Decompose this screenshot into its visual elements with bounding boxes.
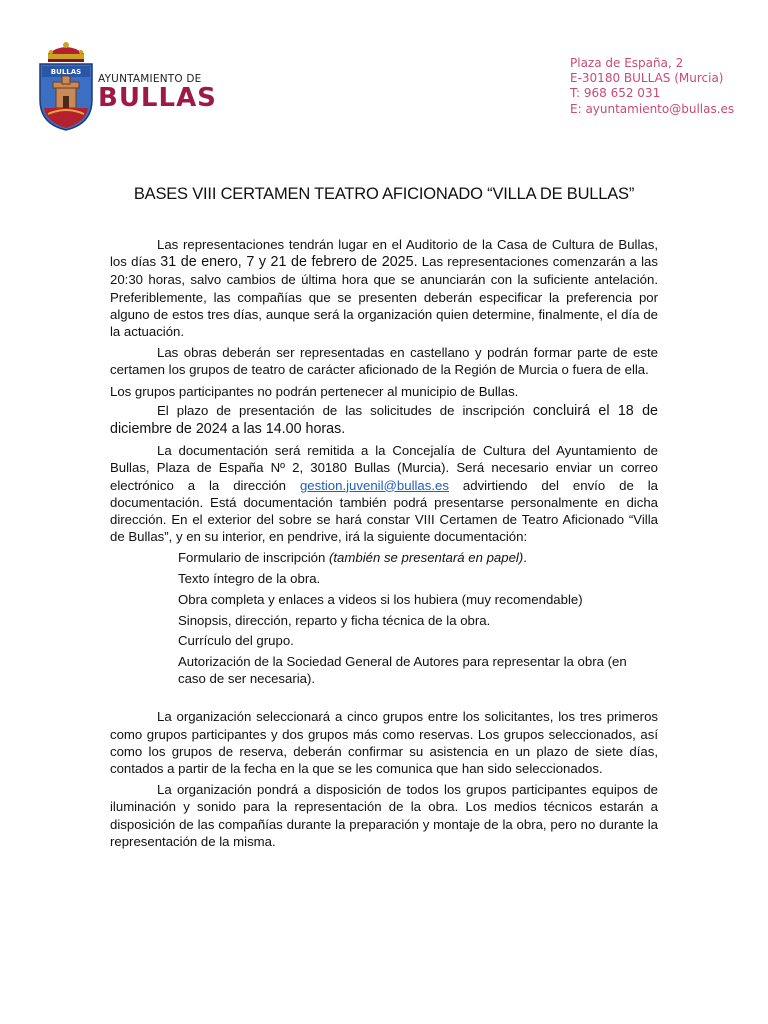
shield-label: BULLAS bbox=[50, 68, 82, 76]
contact-address: Plaza de España, 2 bbox=[570, 56, 684, 70]
contact-phone: T: 968 652 031 bbox=[570, 86, 661, 101]
list-item: Texto íntegro de la obra. bbox=[178, 571, 321, 587]
list-item: Sinopsis, dirección, reparto y ficha técnica de la obra. bbox=[178, 612, 491, 628]
contact-email: E: ayuntamiento@bullas.es bbox=[570, 101, 735, 116]
list-item: Obra completa y enlaces a videos si los hubiera (muy recomendable) bbox=[178, 591, 583, 607]
paragraph-4: El plazo de presentación de las solicitudes de inscripción concluirá el 18 de diciembre de 2024 a las 14.00 horas. bbox=[110, 402, 658, 438]
deadline-highlight: concluirá el 18 de diciembre de 2024 a las 14.00 horas. bbox=[110, 402, 658, 438]
document-title: BASES VIII CERTAMEN TEATRO AFICIONADO “VILLA DE BULLAS” bbox=[133, 185, 635, 203]
paragraph-6: La organización seleccionará a cinco grupos entre los solicitantes, los tres primeros como grupos participantes y dos grupos más como reservas. Los grupos seleccionados, así como los grupos de reserva, deberán confirmar su asistencia en un plazo de siete días, contados a partir de la fecha en la que se les comunica que han sido seleccionados. bbox=[110, 709, 658, 776]
list-item: Formulario de inscripción (también se presentará en papel). bbox=[178, 550, 527, 566]
paragraph-5: La documentación será remitida a la Concejalía de Cultura del Ayuntamiento de Bullas, Plaza de España Nº 2, 30180 Bullas (Murcia). Será necesario enviar un correo electrónico a la dirección gestion.juvenil@bullas.es advirtiendo del envío de la documentación. Está documentación también podrá presentarse personalmente en dicha dirección. En el exterior del sobre se hará constar VIII Certamen de Teatro Aficionado “Villa de Bullas”, y en su interior, en pendrive, irá la siguiente documentación: bbox=[110, 443, 658, 545]
paragraph-7: La organización pondrá a disposición de todos los grupos participantes equipos de iluminación y sonido para la representación de la obra. Los medios técnicos estarán a disposición de las compañías durante la preparación y montaje de la obra, pero no durante la representación de la misma. bbox=[110, 782, 658, 849]
email-link[interactable]: gestion.juvenil@bullas.es bbox=[299, 477, 449, 493]
org-small-text: AYUNTAMIENTO DE bbox=[98, 73, 202, 85]
contact-postal: E-30180 BULLAS (Murcia) bbox=[570, 71, 724, 86]
org-big-text: BULLAS bbox=[98, 83, 217, 113]
contact-block bbox=[570, 56, 734, 117]
paragraph-3: Los grupos participantes no podrán pertenecer al municipio de Bullas. bbox=[110, 383, 519, 399]
paragraph-2: Las obras deberán ser representadas en castellano y podrán formar parte de este certamen los grupos de teatro de carácter aficionado de la Región de Murcia o fuera de ella. bbox=[110, 345, 658, 378]
shield-icon bbox=[36, 42, 96, 132]
documentation-list bbox=[110, 549, 658, 687]
list-item: Autorización de la Sociedad General de Autores para representar la obra (en caso de ser necesaria). bbox=[178, 653, 627, 687]
organization-name bbox=[98, 73, 217, 112]
coat-of-arms-logo bbox=[36, 42, 96, 132]
dates-highlight: 31 de enero, 7 y 21 de febrero de 2025. bbox=[160, 254, 418, 271]
document-body bbox=[110, 236, 658, 850]
list-item: Currículo del grupo. bbox=[178, 633, 294, 649]
paragraph-1: Las representaciones tendrán lugar en el Auditorio de la Casa de Cultura de Bullas, los días 31 de enero, 7 y 21 de febrero de 2025. Las representaciones comenzarán a las 20:30 horas, salvo cambios de última hora que se anunciarán con la suficiente antelación. Preferiblemente, las compañías que se presenten deberán especificar la preferencia por alguno de estos tres días, aunque será la organización quien determine, finalmente, el día de la actuación. bbox=[110, 237, 658, 340]
